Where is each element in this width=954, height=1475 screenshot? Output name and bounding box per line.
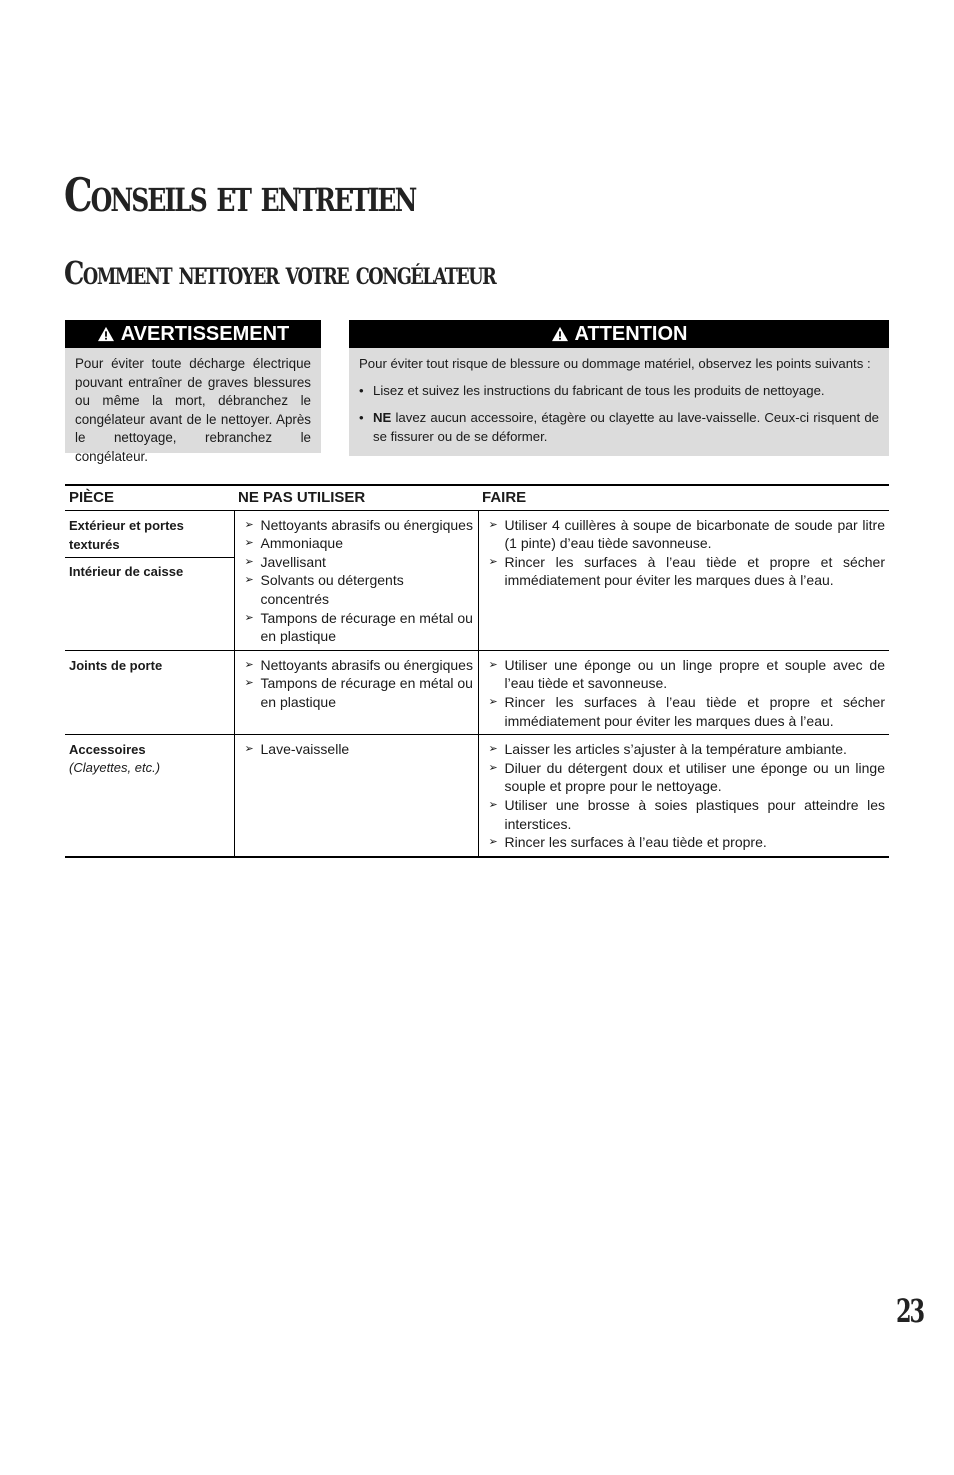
avoid-item: ➢ Tampons de récurage en métal ou en plastique — [239, 674, 475, 711]
table-row — [65, 735, 889, 857]
warning-triangle-icon — [551, 326, 569, 342]
avoid-item: ➢ Nettoyants abrasifs ou énergiques — [239, 656, 475, 675]
piece-label: Joints de porte — [69, 657, 163, 673]
warning-header — [65, 320, 321, 348]
table-header-row — [65, 485, 889, 510]
do-cell — [478, 510, 889, 650]
do-item: ➢ Utiliser 4 cuillères à soupe de bicarbonate de soude par litre (1 pinte) d’eau tiède savonneuse. — [483, 516, 887, 553]
attention-bullet: • Lisez et suivez les instructions du fabricant de tous les produits de nettoyage. — [359, 382, 879, 401]
do-cell — [478, 650, 889, 734]
table-row — [65, 650, 889, 734]
attention-bullet-emphasis: NE — [373, 410, 392, 426]
do-item: ➢ Utiliser une brosse à soies plastiques pour atteindre les interstices. — [483, 796, 887, 833]
piece-cell — [65, 735, 234, 857]
avoid-item: ➢ Lave-vaisselle — [239, 740, 475, 759]
do-item: ➢ Rincer les surfaces à l’eau tiède et propre et sécher immédiatement pour éviter les marques dues à l’eau. — [483, 553, 887, 590]
piece-label: Accessoires — [69, 742, 146, 758]
avoid-cell — [234, 650, 478, 734]
attention-box — [349, 320, 889, 456]
avoid-item: ➢ Nettoyants abrasifs ou énergiques — [239, 516, 475, 535]
section-title: Comment nettoyer votre congélateur — [64, 254, 496, 292]
do-item: ➢ Rincer les surfaces à l’eau tiède et propre. — [483, 833, 887, 852]
column-header-avoid: NE PAS UTILISER — [234, 485, 478, 510]
do-cell — [478, 735, 889, 857]
warning-text: Pour éviter toute décharge électrique pouvant entraîner de graves blessures ou même la mort, débranchez le congélateur avant de le nettoyer. Après le nettoyage, rebranchez le congélateur. — [75, 356, 311, 464]
do-item: ➢ Utiliser une éponge ou un linge propre et souple avec de l’eau tiède et savonneuse. — [483, 656, 887, 693]
page-title: Conseils et entretien — [64, 168, 416, 222]
piece-label: Intérieur de caisse — [65, 557, 234, 581]
avoid-item: ➢ Ammoniaque — [239, 534, 475, 553]
avoid-item: ➢ Tampons de récurage en métal ou en plastique — [239, 609, 475, 646]
column-header-piece: PIÈCE — [65, 485, 234, 510]
page-number: 23 — [896, 1292, 923, 1330]
avoid-item: ➢ Solvants ou détergents concentrés — [239, 571, 475, 608]
do-item: ➢ Laisser les articles s’ajuster à la température ambiante. — [483, 740, 887, 759]
attention-list — [359, 382, 879, 447]
piece-label: Extérieur et portes texturés — [69, 517, 184, 552]
cleaning-table — [65, 484, 889, 858]
attention-header — [349, 320, 889, 348]
attention-intro: Pour éviter tout risque de blessure ou dommage matériel, observez les points suivants : — [359, 356, 871, 371]
piece-cell — [65, 650, 234, 734]
warning-heading: AVERTISSEMENT — [120, 322, 290, 345]
piece-cell — [65, 510, 234, 650]
table-row — [65, 510, 889, 650]
warning-box — [65, 320, 321, 464]
do-item: ➢ Rincer les surfaces à l’eau tiède et propre et sécher immédiatement pour éviter les marques dues à l’eau. — [483, 693, 887, 730]
avoid-item: ➢ Javellisant — [239, 553, 475, 572]
attention-bullet — [359, 409, 879, 446]
avoid-cell — [234, 510, 478, 650]
warning-triangle-icon — [97, 326, 115, 342]
do-item: ➢ Diluer du détergent doux et utiliser une éponge ou un linge souple et propre pour le nettoyage. — [483, 759, 887, 796]
attention-bullet-text: lavez aucun accessoire, étagère ou clayette au lave-vaisselle. Ceux-ci risquent de se fissurer ou de se déformer. — [373, 410, 879, 444]
column-header-do: FAIRE — [478, 485, 889, 510]
piece-note: (Clayettes, etc.) — [69, 760, 161, 776]
avoid-cell — [234, 735, 478, 857]
attention-heading: ATTENTION — [574, 322, 688, 345]
